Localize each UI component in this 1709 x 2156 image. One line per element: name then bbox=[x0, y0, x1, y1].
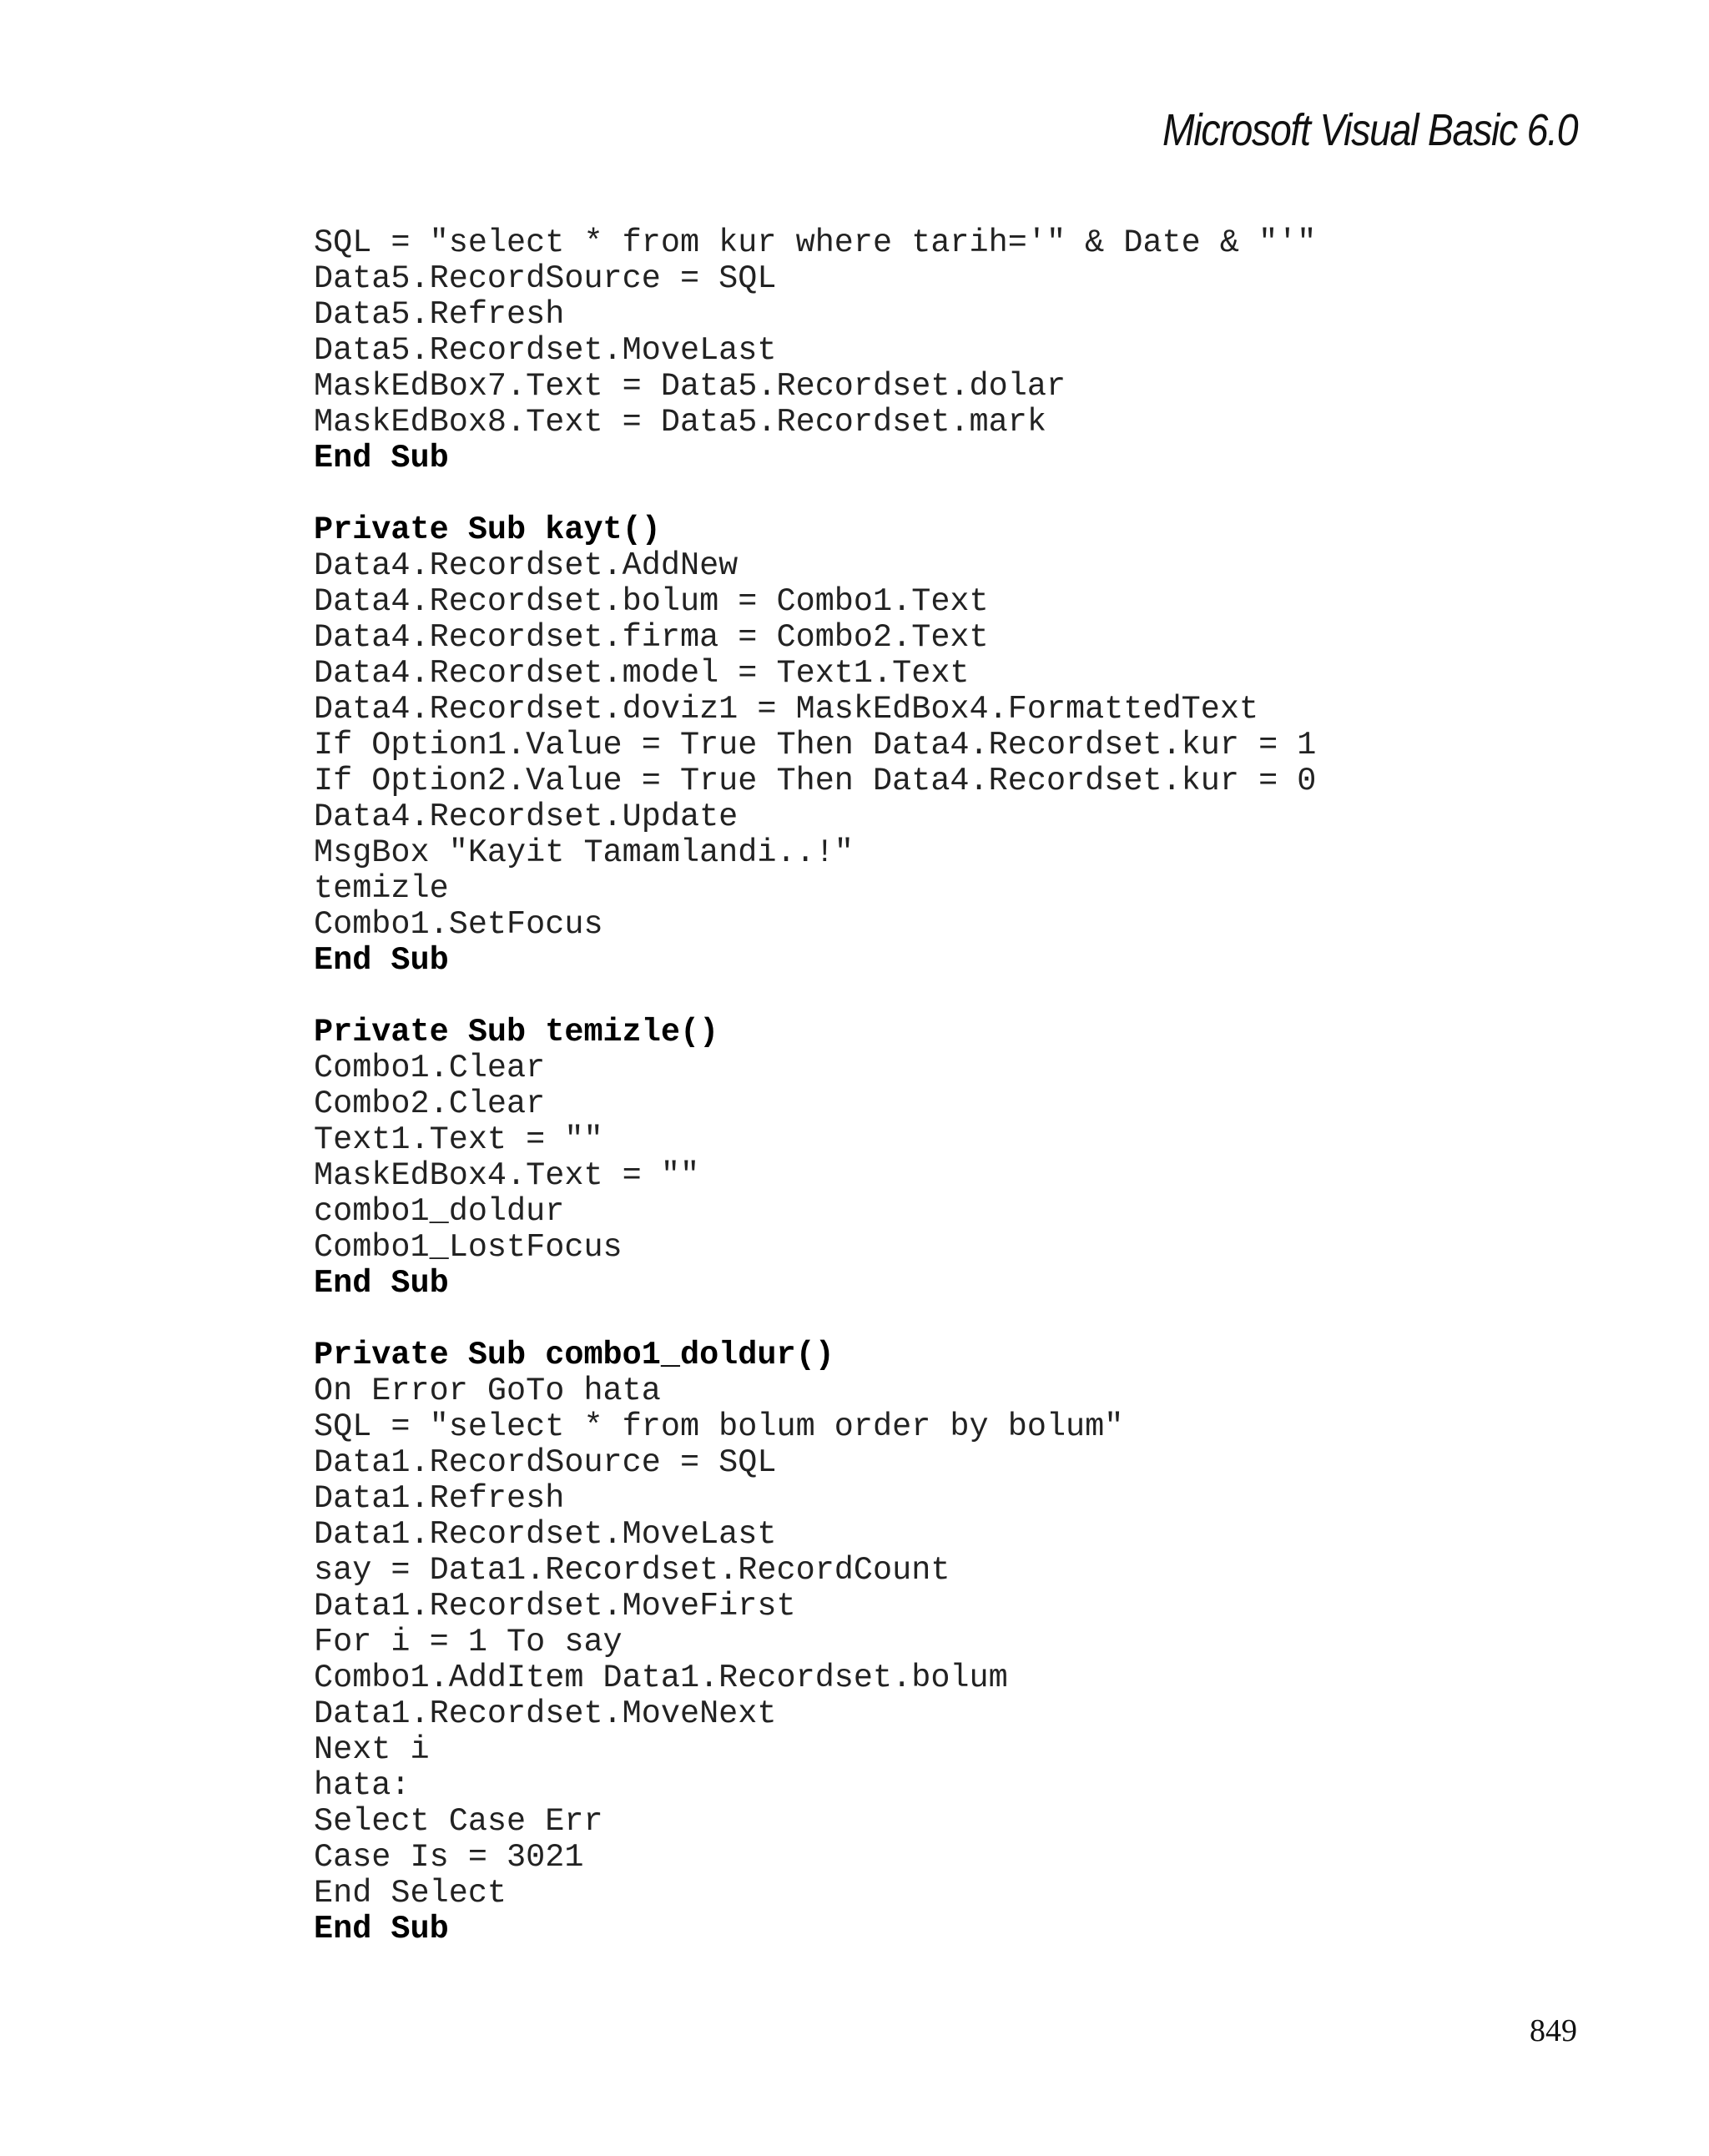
code-line: On Error GoTo hata bbox=[314, 1373, 661, 1409]
code-line: say = Data1.Recordset.RecordCount bbox=[314, 1552, 950, 1589]
code-line: Select Case Err bbox=[314, 1803, 603, 1840]
code-line: If Option1.Value = True Then Data4.Recordset.kur = 1 bbox=[314, 727, 1317, 763]
code-line: Combo1.Clear bbox=[314, 1050, 546, 1086]
code-line: Data1.Recordset.MoveLast bbox=[314, 1516, 777, 1553]
code-line: Case Is = 3021 bbox=[314, 1839, 584, 1876]
code-line: Data1.Refresh bbox=[314, 1480, 565, 1517]
code-line-keyword: Private Sub kayt() bbox=[314, 511, 661, 548]
code-line-keyword: End Sub bbox=[314, 942, 449, 979]
code-line: Data4.Recordset.doviz1 = MaskEdBox4.FormattedText bbox=[314, 691, 1259, 728]
code-line: MsgBox "Kayit Tamamlandi..!" bbox=[314, 834, 854, 871]
code-line: Combo2.Clear bbox=[314, 1086, 546, 1122]
code-line: Data4.Recordset.model = Text1.Text bbox=[314, 655, 970, 692]
code-line: Next i bbox=[314, 1731, 430, 1768]
code-line: Text1.Text = "" bbox=[314, 1121, 603, 1158]
running-header-title: Microsoft Visual Basic 6.0 bbox=[1162, 105, 1577, 155]
code-line: MaskEdBox4.Text = "" bbox=[314, 1157, 700, 1194]
code-line: Data4.Recordset.bolum = Combo1.Text bbox=[314, 583, 989, 620]
code-line-keyword: End Sub bbox=[314, 1265, 449, 1302]
code-line-keyword: Private Sub combo1_doldur() bbox=[314, 1337, 834, 1373]
blank-line bbox=[314, 979, 1482, 1015]
code-line: Data5.Recordset.MoveLast bbox=[314, 332, 777, 369]
code-line: combo1_doldur bbox=[314, 1193, 565, 1230]
code-line: Data1.Recordset.MoveFirst bbox=[314, 1588, 796, 1625]
code-line: hata: bbox=[314, 1767, 411, 1804]
code-line: MaskEdBox8.Text = Data5.Recordset.mark bbox=[314, 404, 1046, 441]
code-line: Data5.Refresh bbox=[314, 296, 565, 333]
code-line: Data1.RecordSource = SQL bbox=[314, 1444, 777, 1481]
code-line: Data4.Recordset.Update bbox=[314, 798, 739, 835]
code-line: SQL = "select * from kur where tarih='" & Date & "'" bbox=[314, 224, 1317, 261]
blank-line bbox=[314, 476, 1482, 512]
code-line: If Option2.Value = True Then Data4.Recordset.kur = 0 bbox=[314, 763, 1317, 799]
code-line-keyword: End Sub bbox=[314, 440, 449, 476]
code-line: Combo1_LostFocus bbox=[314, 1229, 623, 1266]
code-line: End Select bbox=[314, 1875, 507, 1912]
code-line: Data4.Recordset.firma = Combo2.Text bbox=[314, 619, 989, 656]
code-line: MaskEdBox7.Text = Data5.Recordset.dolar bbox=[314, 368, 1066, 405]
code-line: For i = 1 To say bbox=[314, 1624, 623, 1660]
code-listing bbox=[314, 225, 1482, 1947]
code-line-keyword: Private Sub temizle() bbox=[314, 1014, 719, 1050]
page-number: 849 bbox=[1530, 2013, 1577, 2048]
code-line: SQL = "select * from bolum order by bolum" bbox=[314, 1408, 1124, 1445]
code-line-keyword: End Sub bbox=[314, 1911, 449, 1947]
code-line: Combo1.AddItem Data1.Recordset.bolum bbox=[314, 1660, 1008, 1696]
code-line: Data1.Recordset.MoveNext bbox=[314, 1695, 777, 1732]
code-line: Data4.Recordset.AddNew bbox=[314, 547, 739, 584]
code-line: Data5.RecordSource = SQL bbox=[314, 260, 777, 297]
code-line: Combo1.SetFocus bbox=[314, 906, 603, 943]
blank-line bbox=[314, 1302, 1482, 1337]
code-line: temizle bbox=[314, 870, 449, 907]
